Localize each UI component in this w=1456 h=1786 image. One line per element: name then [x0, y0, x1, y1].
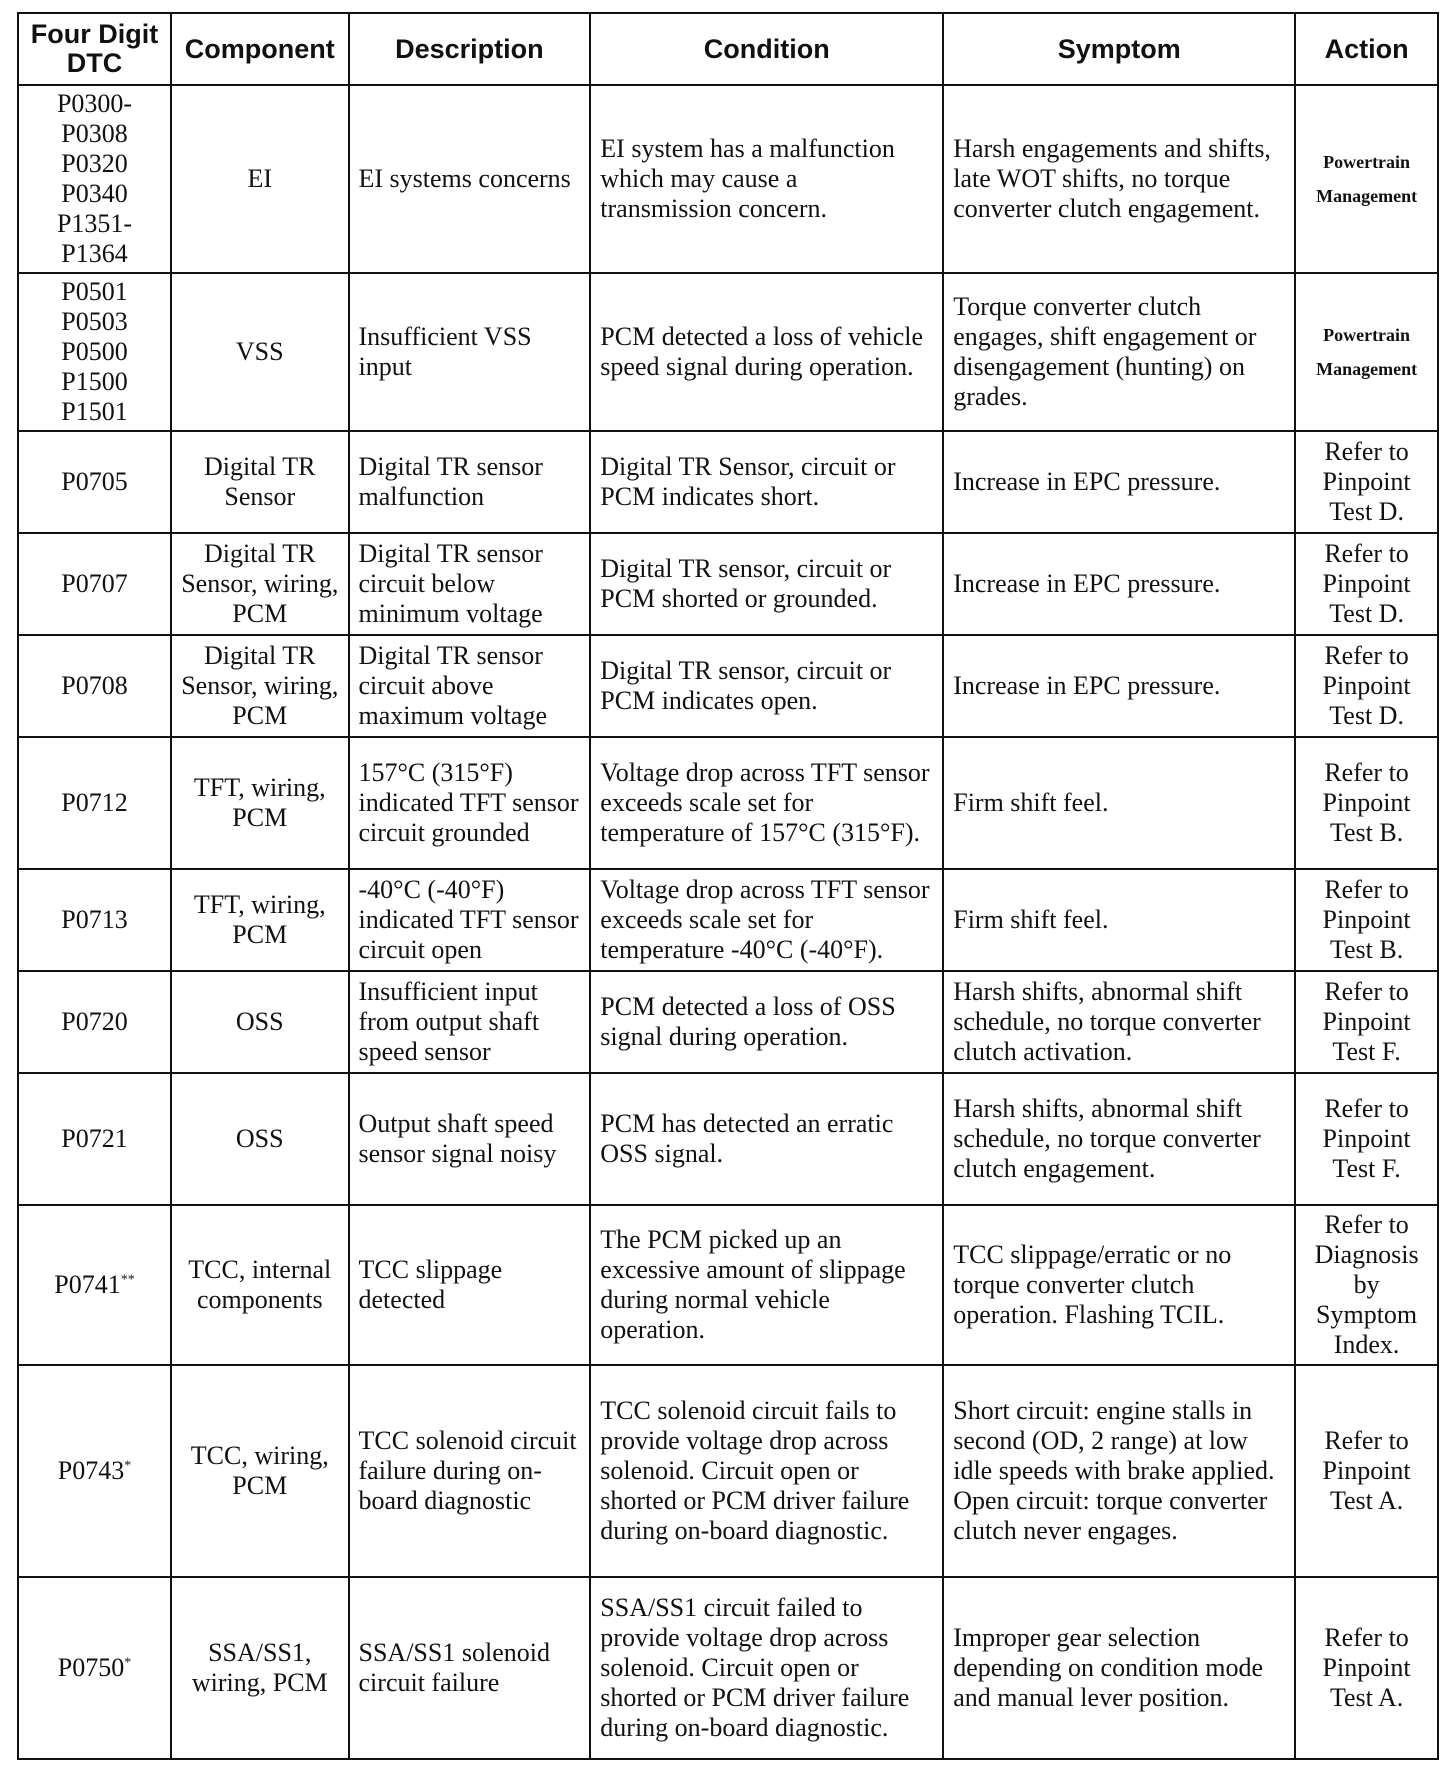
header-description: Description: [349, 13, 591, 85]
condition-cell: PCM detected a loss of vehicle speed signal during operation.: [590, 273, 943, 431]
action-cell: Powertrain Management: [1295, 273, 1438, 431]
component-cell: Digital TR Sensor, wiring, PCM: [171, 635, 349, 737]
dtc-table: [17, 12, 1439, 1760]
dtc-cell: [18, 1205, 171, 1365]
condition-cell: The PCM picked up an excessive amount of slippage during normal vehicle operation.: [590, 1205, 943, 1365]
dtc-footnote-mark: *: [124, 1458, 132, 1474]
description-cell: Digital TR sensor malfunction: [349, 431, 591, 533]
action-cell: Refer to Pinpoint Test D.: [1295, 431, 1438, 533]
action-cell: Refer to Diagnosis by Symptom Index.: [1295, 1205, 1438, 1365]
component-cell: SSA/SS1, wiring, PCM: [171, 1577, 349, 1759]
header-dtc: Four Digit DTC: [18, 13, 171, 85]
description-cell: SSA/SS1 solenoid circuit failure: [349, 1577, 591, 1759]
dtc-cell: P0713: [18, 869, 171, 971]
table-row: [18, 273, 1438, 431]
dtc-cell: P0300- P0308 P0320 P0340 P1351- P1364: [18, 85, 171, 273]
component-cell: TFT, wiring, PCM: [171, 737, 349, 869]
table-row: [18, 1577, 1438, 1759]
dtc-code: P0750: [57, 1653, 125, 1682]
component-cell: VSS: [171, 273, 349, 431]
table-row: [18, 85, 1438, 273]
header-action: Action: [1295, 13, 1438, 85]
table-row: [18, 1205, 1438, 1365]
action-cell: Refer to Pinpoint Test B.: [1295, 869, 1438, 971]
dtc-cell: P0712: [18, 737, 171, 869]
description-cell: -40°C (-40°F) indicated TFT sensor circuit open: [349, 869, 591, 971]
header-symptom: Symptom: [943, 13, 1295, 85]
component-cell: OSS: [171, 971, 349, 1073]
dtc-cell: P0720: [18, 971, 171, 1073]
dtc-footnote-mark: *: [124, 1655, 132, 1671]
dtc-cell: P0705: [18, 431, 171, 533]
condition-cell: EI system has a malfunction which may cause a transmission concern.: [590, 85, 943, 273]
dtc-code: P0741: [54, 1270, 121, 1299]
component-cell: TCC, internal components: [171, 1205, 349, 1365]
action-cell: Refer to Pinpoint Test D.: [1295, 533, 1438, 635]
header-row: [18, 13, 1438, 85]
symptom-short-circuit: Short circuit: engine stalls in second (OD, 2 range) at low idle speeds with brake applied.: [953, 1396, 1275, 1485]
header-component: Component: [171, 13, 349, 85]
symptom-cell: Increase in EPC pressure.: [943, 635, 1295, 737]
symptom-cell: Increase in EPC pressure.: [943, 431, 1295, 533]
action-cell: Refer to Pinpoint Test D.: [1295, 635, 1438, 737]
symptom-open-circuit: Open circuit: torque converter clutch never engages.: [953, 1486, 1268, 1545]
table-row: [18, 635, 1438, 737]
description-cell: TCC solenoid circuit failure during on-board diagnostic: [349, 1365, 591, 1577]
component-cell: TFT, wiring, PCM: [171, 869, 349, 971]
dtc-footnote-mark: **: [120, 1272, 135, 1288]
component-cell: TCC, wiring, PCM: [171, 1365, 349, 1577]
table-row: [18, 1365, 1438, 1577]
component-cell: Digital TR Sensor, wiring, PCM: [171, 533, 349, 635]
condition-cell: TCC solenoid circuit fails to provide voltage drop across solenoid. Circuit open or shorted or PCM driver failure during on-board diagnostic.: [590, 1365, 943, 1577]
description-cell: Digital TR sensor circuit above maximum voltage: [349, 635, 591, 737]
condition-cell: Digital TR sensor, circuit or PCM shorted or grounded.: [590, 533, 943, 635]
action-cell: Refer to Pinpoint Test A.: [1295, 1577, 1438, 1759]
dtc-cell: [18, 1577, 171, 1759]
description-cell: Digital TR sensor circuit below minimum voltage: [349, 533, 591, 635]
symptom-cell: Harsh shifts, abnormal shift schedule, no torque converter clutch activation.: [943, 971, 1295, 1073]
header-condition: Condition: [590, 13, 943, 85]
dtc-cell: [18, 1365, 171, 1577]
action-cell: Powertrain Management: [1295, 85, 1438, 273]
description-cell: EI systems concerns: [349, 85, 591, 273]
condition-cell: Voltage drop across TFT sensor exceeds scale set for temperature -40°C (-40°F).: [590, 869, 943, 971]
dtc-cell: P0721: [18, 1073, 171, 1205]
action-cell: Refer to Pinpoint Test F.: [1295, 971, 1438, 1073]
symptom-cell: Increase in EPC pressure.: [943, 533, 1295, 635]
table-row: [18, 737, 1438, 869]
condition-cell: PCM has detected an erratic OSS signal.: [590, 1073, 943, 1205]
component-cell: Digital TR Sensor: [171, 431, 349, 533]
symptom-cell: Firm shift feel.: [943, 737, 1295, 869]
action-cell: Refer to Pinpoint Test A.: [1295, 1365, 1438, 1577]
condition-cell: Digital TR sensor, circuit or PCM indicates open.: [590, 635, 943, 737]
table-row: [18, 1073, 1438, 1205]
symptom-cell: Firm shift feel.: [943, 869, 1295, 971]
table-row: [18, 533, 1438, 635]
table-header: [18, 13, 1438, 85]
description-cell: 157°C (315°F) indicated TFT sensor circuit grounded: [349, 737, 591, 869]
symptom-cell: Torque converter clutch engages, shift engagement or disengagement (hunting) on grades.: [943, 273, 1295, 431]
symptom-cell: TCC slippage/erratic or no torque converter clutch operation. Flashing TCIL.: [943, 1205, 1295, 1365]
dtc-cell: P0501 P0503 P0500 P1500 P1501: [18, 273, 171, 431]
table-row: [18, 869, 1438, 971]
description-cell: Insufficient input from output shaft speed sensor: [349, 971, 591, 1073]
component-cell: OSS: [171, 1073, 349, 1205]
description-cell: Output shaft speed sensor signal noisy: [349, 1073, 591, 1205]
condition-cell: Digital TR Sensor, circuit or PCM indicates short.: [590, 431, 943, 533]
description-cell: TCC slippage detected: [349, 1205, 591, 1365]
action-cell: Refer to Pinpoint Test B.: [1295, 737, 1438, 869]
action-cell: Refer to Pinpoint Test F.: [1295, 1073, 1438, 1205]
component-cell: EI: [171, 85, 349, 273]
symptom-cell: [943, 1365, 1295, 1577]
table-row: [18, 431, 1438, 533]
table-row: [18, 971, 1438, 1073]
condition-cell: PCM detected a loss of OSS signal during operation.: [590, 971, 943, 1073]
symptom-cell: Harsh engagements and shifts, late WOT shifts, no torque converter clutch engagement.: [943, 85, 1295, 273]
symptom-cell: Improper gear selection depending on condition mode and manual lever position.: [943, 1577, 1295, 1759]
dtc-cell: P0708: [18, 635, 171, 737]
condition-cell: Voltage drop across TFT sensor exceeds scale set for temperature of 157°C (315°F).: [590, 737, 943, 869]
dtc-cell: P0707: [18, 533, 171, 635]
condition-cell: SSA/SS1 circuit failed to provide voltage drop across solenoid. Circuit open or shorted or PCM driver failure during on-board diagnostic.: [590, 1577, 943, 1759]
dtc-code: P0743: [57, 1456, 125, 1485]
symptom-cell: Harsh shifts, abnormal shift schedule, no torque converter clutch engagement.: [943, 1073, 1295, 1205]
description-cell: Insufficient VSS input: [349, 273, 591, 431]
